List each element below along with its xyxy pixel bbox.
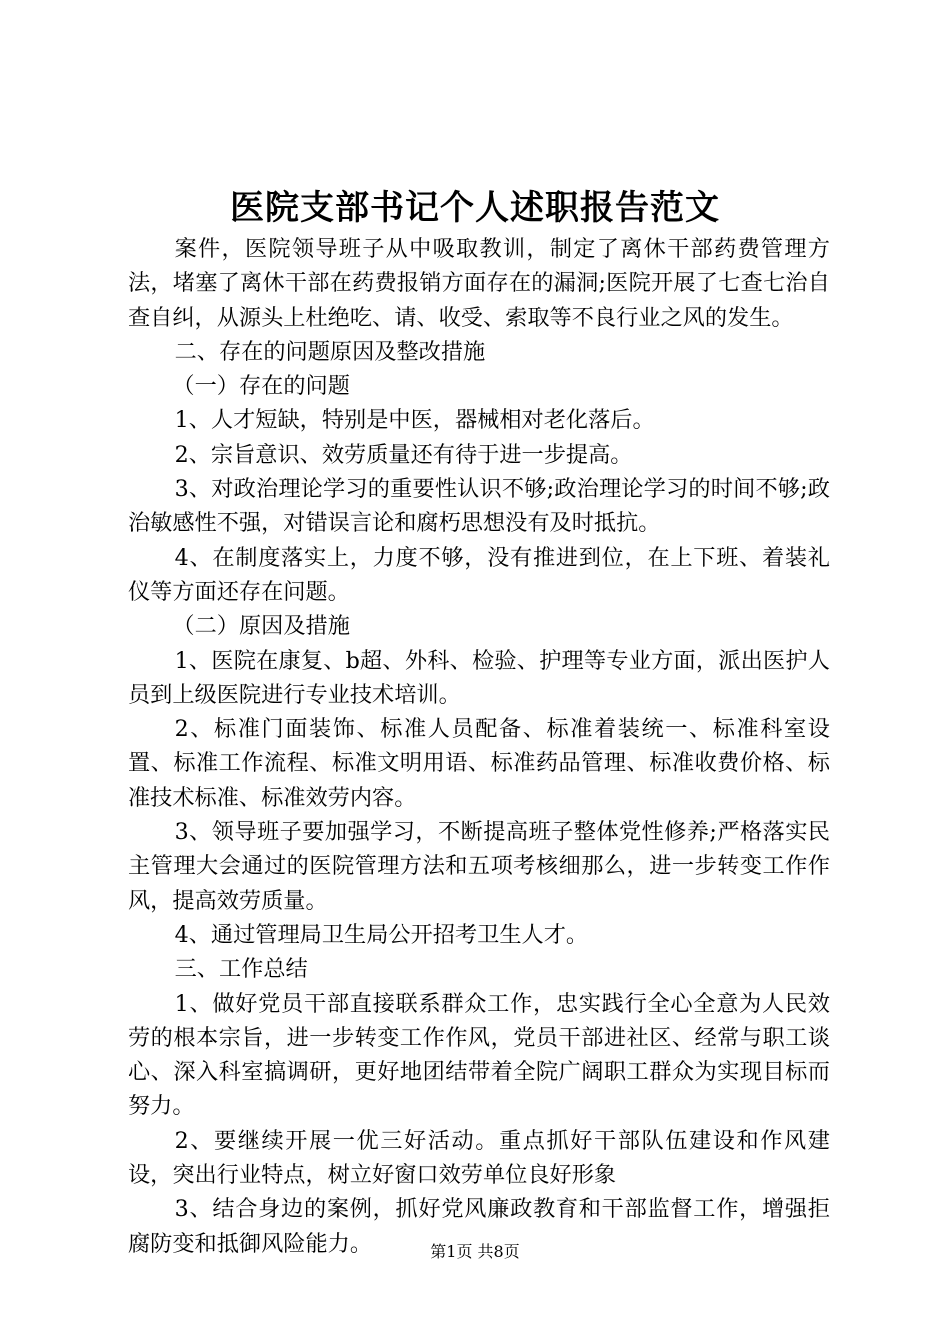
section-heading: 二、存在的问题原因及整改措施 xyxy=(174,338,486,365)
list-item: 2、宗旨意识、效劳质量还有待于进一步提高。 xyxy=(174,441,633,468)
subsection-heading: （二）原因及措施 xyxy=(172,613,350,640)
list-item: 3、对政治理论学习的重要性认识不够;政治理论学习的时间不够;政治敏感性不强，对错误言论和腐朽思想没有及时抵抗。 xyxy=(128,476,830,537)
subsection-heading: （一）存在的问题 xyxy=(172,373,350,400)
list-item: 1、做好党员干部直接联系群众工作，忠实践行全心全意为人民效劳的根本宗旨，进一步转变工作作风，党员干部进社区、经常与职工谈心、深入科室搞调研，更好地团结带着全院广阔职工群众为实现目标而努力。 xyxy=(128,990,830,1120)
page-number-footer: 第1页 共8页 xyxy=(430,1242,520,1261)
document-body xyxy=(128,232,830,1261)
list-item: 4、在制度落实上，力度不够，没有推进到位，在上下班、着装礼仪等方面还存在问题。 xyxy=(128,544,830,605)
list-item: 3、领导班子要加强学习，不断提高班子整体党性修养;严格落实民主管理大会通过的医院管理方法和五项考核细那么，进一步转变工作作风，提高效劳质量。 xyxy=(128,819,830,914)
document-title: 医院支部书记个人述职报告范文 xyxy=(230,188,720,228)
section-heading: 三、工作总结 xyxy=(174,956,308,983)
list-item: 1、医院在康复、b超、外科、检验、护理等专业方面，派出医护人员到上级医院进行专业技术培训。 xyxy=(128,647,830,708)
list-item: 3、结合身边的案例，抓好党风廉政教育和干部监督工作，增强拒腐防变和抵御风险能力。 xyxy=(128,1196,830,1257)
list-item: 1、人才短缺，特别是中医，器械相对老化落后。 xyxy=(174,407,655,434)
list-item: 2、要继续开展一优三好活动。重点抓好干部队伍建设和作风建设，突出行业特点，树立好窗口效劳单位良好形象 xyxy=(128,1127,830,1189)
list-item: 2、标准门面装饰、标准人员配备、标准着装统一、标准科室设置、标准工作流程、标准文明用语、标准药品管理、标准收费价格、标准技术标准、标准效劳内容。 xyxy=(128,716,830,811)
paragraph: 案件，医院领导班子从中吸取教训，制定了离休干部药费管理方法，堵塞了离休干部在药费报销方面存在的漏洞;医院开展了七查七治自查自纠，从源头上杜绝吃、请、收受、索取等不良行业之风的发生。 xyxy=(128,236,830,331)
list-item: 4、通过管理局卫生局公开招考卫生人才。 xyxy=(174,921,589,948)
